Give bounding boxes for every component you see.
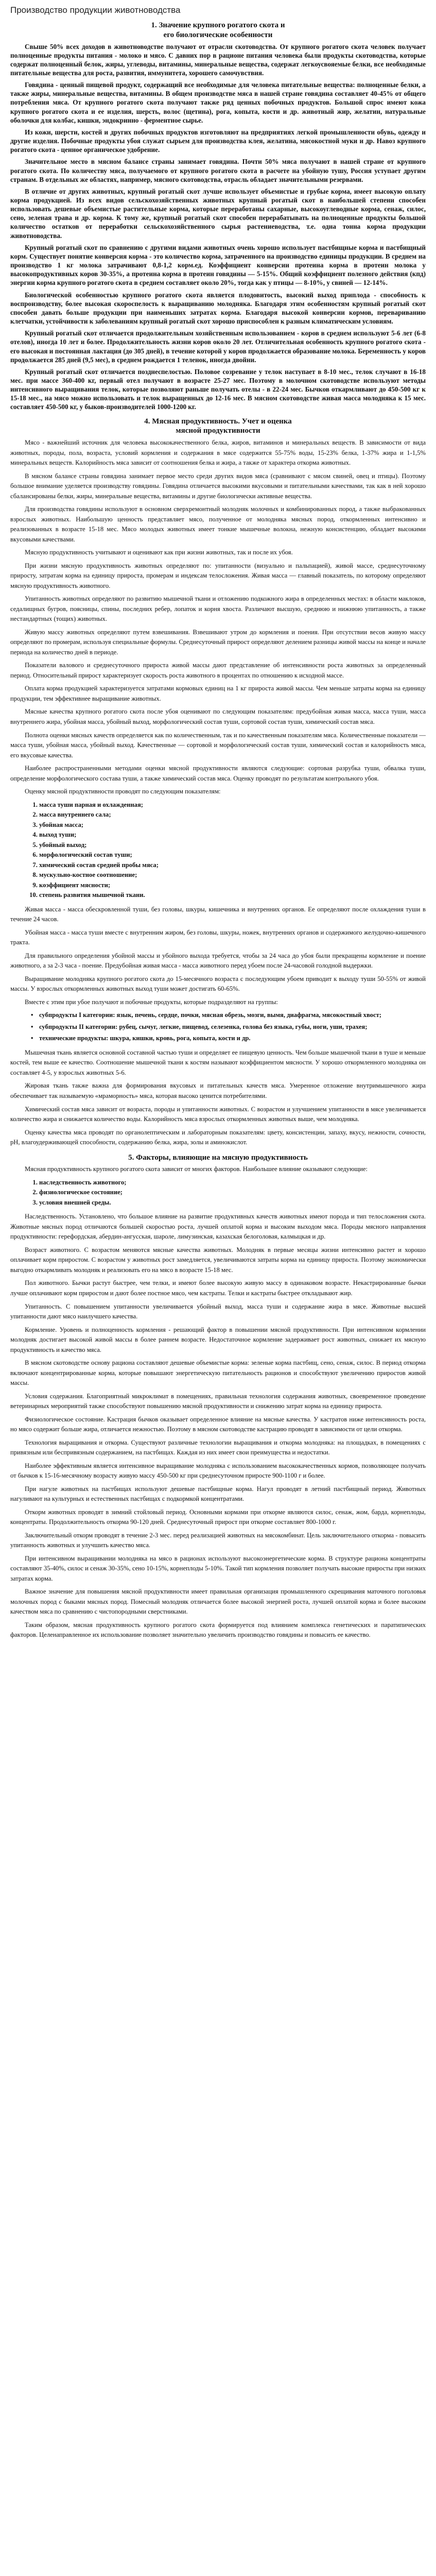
- paragraph: Биологической особенностью крупного рогатого скота является плодовитость, высокий выход приплода - способность к воспроизводству, более высокая скороспелость к выращиванию молодняка. Благодаря этим особенностям крупный рогатый скот способен давать больше продукции при наименьших затратах корма. Благодаря высокой конверсии кормов, перевариванию клетчатки, устойчивости к заболеваниям крупный рогатый скот хорошо приспособлен к разным климатическим условиям.: [10, 291, 426, 326]
- paragraph: Оценку мясной продуктивности проводят по следующим показателям:: [25, 788, 221, 795]
- paragraph: Оценку качества мяса проводят по органолептическим и лабораторным показателям: цвету, консистенции, запаху, вкусу, нежности, сочности, pH, влагоудерживающей способности, содержанию белка, жира, золы и аминокислот.: [10, 1128, 426, 1146]
- section-4-after-bullets: [10, 1048, 426, 1148]
- paragraph: При интенсивном выращивании молодняка на мясо в рационах используют высокоэнергетические корма. В структуре рациона концентраты составляют 35-40%, силос и сенаж 30-35%, сено 10-15%, корнеплоды 5-10%. Такой тип кормления позволяет получать высокие приросты при низких затратах корма.: [10, 1554, 426, 1582]
- paragraph: Живая масса - масса обескровленной туши, без головы, шкуры, кишечника и внутренних органов. Ее определяют после охлаждения туши в течение 24 часов.: [10, 905, 426, 923]
- paragraph: Заключительный откорм проводят в течение 2-3 мес. перед реализацией животных на мясокомбинат. Цель заключительного откорма - повысить упитанность животных и улучшить качество мяса.: [10, 1531, 426, 1549]
- section-1-subheading: его биологические особенности: [163, 30, 273, 39]
- paragraph: Возраст животного. С возрастом меняются мясные качества животных. Молодняк в первые месяцы жизни интенсивно растет и хорошо оплачивает корм приростом. С возрастом у животных рост замедляется, увеличиваются затраты корма на единицу прироста. Поэтому экономически выгодно откармливать молодняк и реализовать его на мясо в возрасте 15-18 мес.: [10, 1246, 426, 1274]
- paragraph: Наиболее распространенными методами оценки мясной продуктивности являются следующие: сортовая разрубка туши, обвалка туши, определение морфологического состава туши, а также химический состав мяса. Оценку проводят по результатам контрольного убоя.: [10, 765, 426, 782]
- bullet-item: • технические продукты: шкура, кишки, кровь, рога, копыта, кости и др.: [39, 1033, 426, 1044]
- section-1-heading: 1. Значение крупного рогатого скота и: [151, 21, 285, 29]
- byproducts-list: [10, 1010, 426, 1044]
- paragraph: Упитанность животных определяют по развитию мышечной ткани и отложению подкожного жира в определенных местах: в области маклоков, седалищных бугров, поясницы, спины, последних ребер, лопаток и корня хвоста. Различают высшую, среднюю и нижнюю упитанность, а также нестандартных (тощих) животных.: [10, 595, 426, 623]
- page-title: Производство продукции животноводства: [10, 5, 181, 15]
- paragraph: При нагуле животных на пастбищах используют дешевые пастбищные корма. Нагул проводят в летний пастбищный период. Животных нагуливают на культурных и естественных пастбищах с подкормкой концентратами.: [10, 1485, 426, 1503]
- list-item: 3. убойная масса;: [39, 820, 426, 831]
- paragraph: Убойная масса - масса туши вместе с внутренним жиром, без головы, шкуры, ножек, внутренних органов и содержимого желудочно-кишечного тракта.: [10, 928, 426, 946]
- meat-indicators-list: [10, 800, 426, 901]
- paragraph: В мясном балансе страны говядина занимает первое место среди других видов мяса (сравнивают с мясом свиней, овец и птицы). Поэтому большое внимание уделяется производству говядины. Говядина отличается высокими вкусовыми и питательными качествами, так как в ней хорошо сбалансированы белки, жиры, минеральные вещества, витамины и другие биологически активные вещества.: [10, 472, 426, 500]
- document: [0, 5, 436, 1640]
- paragraph: Физиологическое состояние. Кастрация бычков оказывает определенное влияние на мясные качества. У кастратов ниже интенсивность роста, но мясо содержит больше жира, отличается нежностью. Поэтому в мясном скотоводстве кастрацию проводят в зависимости от цели откорма.: [10, 1415, 426, 1433]
- paragraph: Значительное место в мясном балансе страны занимает говядина. Почти 50% мяса получают в нашей стране от крупного рогатого скота. По количеству мяса, получаемого от крупного рогатого скота в расчете на убойную тушу, Россия уступает другим странам. В отдельных же областях, например, мясного скотоводства, отрасль обладает значительными резервами.: [10, 158, 426, 183]
- list-item: 2. масса внутреннего сала;: [39, 810, 426, 820]
- section-5-body: [10, 1212, 426, 1640]
- paragraph: При жизни мясную продуктивность животных определяют по: упитанности (визуально и пальпацией), живой массе, среднесуточному приросту, затратам корма на единицу прироста, промерам и индексам телосложения. Живая масса — главный показатель, по которому определяют мясную продуктивность животного.: [10, 562, 426, 589]
- list-item: 6. морфологический состав туши;: [39, 850, 426, 860]
- section-4-intro: [10, 438, 426, 797]
- paragraph: Живую массу животных определяют путем взвешивания. Взвешивают утром до кормления и поения. При отсутствии весов живую массу определяют по промерам, используя специальные формулы. Среднесуточный прирост определяют делением разницы живой массы на конце и начале периода на количество дней в периоде.: [10, 628, 426, 656]
- section-heading: [10, 417, 426, 436]
- paragraph: Показатели валового и среднесуточного прироста живой массы дают представление об интенсивности роста животных за определенный период. Относительный прирост характеризует скорость роста животного в процентах по отношению к исходной массе.: [10, 662, 426, 679]
- factors-list: [10, 1178, 426, 1208]
- section-heading: [10, 1153, 426, 1163]
- bullet-item: • субпродукты II категории: рубец, сычуг, легкие, пищевод, селезенка, голова без языка, губы, ноги, уши, трахея;: [39, 1022, 426, 1032]
- paragraph: Полнота оценки мясных качеств определяется как по количественным, так и по качественным показателям мяса. Количественные показатели — масса туши, убойная масса, убойный выход. Качественные — сортовой и морфологический состав туши, химический состав и калорийность мяса, его вкусовые качества.: [10, 731, 426, 759]
- paragraph: Вместе с этим при убое получают и побочные продукты, которые подразделяют на группы:: [25, 998, 278, 1006]
- paragraph: Крупный рогатый скот отличается продолжительным хозяйственным использованием - коров в среднем используют 5-6 лет (6-8 отелов), иногда 10 лет и более. Продолжительность жизни коров около 20 лет. Отличительная особенность крупного рогатого скота - его высокая и постоянная лактация (до 305 дней), в течение которой у коров продолжается образование молока. Беременность у коров продолжается 285 дней (9,5 мес), в среднем рождается 1 теленок, иногда двойни.: [10, 329, 426, 364]
- paragraph: Для производства говядины используют в основном сверхремонтный молодняк молочных и комбинированных пород, а также выбракованных взрослых животных. Наибольшую ценность представляет мясо, полученное от молодняка мясных пород, откормленных интенсивно и реализованных в возрасте 15-18 мес. Мясо молодых животных имеет тонкие мышечные волокна, нежную консистенцию, обладает высокими вкусовыми качествами.: [10, 505, 426, 543]
- paragraph: Наследственность. Установлено, что большое влияние на развитие продуктивных качеств животных имеют порода и тип телосложения скота. Животные мясных пород отличаются большей скоростью роста, лучшей оплатой корма и высоким выходом мяса. Породы мясного направления продуктивности: герефордская, абердин-ангусская, шароле, лимузинская, казахская белоголовая, калмыцкая и др.: [10, 1213, 426, 1241]
- paragraph: Таким образом, мясная продуктивность крупного рогатого скота формируется под влиянием комплекса генетических и паратипических факторов. Целенаправленное их использование позволяет значительно увеличить производство говядины и повысить ее качество.: [10, 1621, 426, 1639]
- paragraph: Оплата корма продукцией характеризуется затратами кормовых единиц на 1 кг прироста живой массы. Чем меньше затраты корма на единицу продукции, тем эффективнее выращивание животных.: [10, 685, 426, 702]
- paragraph: В мясном скотоводстве основу рациона составляют дешевые объемистые корма: зеленые корма пастбищ, сено, сенаж, силос. В период откорма включают концентрированные корма, которые повышают энергетическую питательность рационов и способствуют увеличению приростов живой массы.: [10, 1359, 426, 1387]
- list-item: 3. условия внешней среды.: [39, 1198, 426, 1208]
- paragraph: Для правильного определения убойной массы и убойного выхода требуется, чтобы за 24 часа до убоя были прекращены кормление и поение животного, а за 2-3 часа - поение. Предубойная живая масса - масса животного перед убоем после 24-часовой голодной выдержки.: [10, 952, 426, 970]
- section-4-subheading: мясной продуктивности: [176, 427, 260, 435]
- paragraph: В отличие от других животных, крупный рогатый скот лучше использует объемистые и грубые корма, имеет высокую оплату корма продукцией. Из всех видов сельскохозяйственных животных крупный рогатый скот в наибольшей степени способен использовать дешевые объемистые растительные корма, которые переработаны сахарные, высокоуглеводные корма, сенаж, силос, сено, зеленая трава и др. корма. К тому же, крупный рогатый скот способен перерабатывать на полноценные продукты большой количество остатков от переработки сельскохозяйственного сырья растениеводства, т.е. одна тонна корма продукции животноводства.: [10, 187, 426, 240]
- paragraph: Из кожи, шерсти, костей и других побочных продуктов изготовляют на предприятиях легкой промышленности обувь, одежду и другие изделия. Побочные продукты убоя служат сырьем для производства клея, желатина, мясокостной муки и др. Навоз крупного рогатого скота - ценное органическое удобрение.: [10, 128, 426, 154]
- paragraph: Мышечная ткань является основной составной частью туши и определяет ее пищевую ценность. Чем больше мышечной ткани в туше и меньше костей, тем выше ее качество. Соотношение мышечной ткани к костям называют коэффициентом мясности. У хорошо откормленного молодняка он составляет 4-5, у взрослых животных 5-6.: [10, 1048, 426, 1076]
- list-item: 2. физиологическое состояние;: [39, 1188, 426, 1198]
- list-item: 9. коэффициент мясности;: [39, 880, 426, 891]
- paragraph: Пол животного. Бычки растут быстрее, чем телки, и имеют более высокую живую массу в одинаковом возрасте. Некастрированные бычки лучше оплачивают корм приростом и дают более постное мясо, чем кастраты. Телки и кастраты быстрее откладывают жир.: [10, 1279, 426, 1297]
- section-5-heading: 5. Факторы, влияющие на мясную продуктивность: [128, 1153, 308, 1162]
- bullet-item: • субпродукты I категории: язык, печень, сердце, почки, мясная обрезь, мозги, вымя, диафрагма, мясокостный хвост;: [39, 1010, 426, 1021]
- paragraph: Наиболее эффективным является интенсивное выращивание молодняка с использованием высококачественных кормов, позволяющее получать от бычков к 15-16-месячному возрасту живую массу 450-500 кг при среднесуточном приросте 900-1100 г и более.: [10, 1462, 426, 1480]
- paragraph: Выращивание молодняка крупного рогатого скота до 15-месячного возраста с последующим убоем приводит к выходу туши 50-55% от живой массы. У взрослых откормленных животных выход туши может достигать 60-65%.: [10, 975, 426, 993]
- list-item: 10. степень развития мышечной ткани.: [39, 890, 426, 901]
- section-4-heading: 4. Мясная продуктивность. Учет и оценка: [144, 417, 292, 426]
- paragraph: Откорм животных проводят в зимний стойловый период. Основными кормами при откорме являются силос, сенаж, жом, барда, корнеплоды, концентраты. Продолжительность откорма 90-120 дней. Среднесуточный прирост при откорме составляет 800-1000 г.: [10, 1508, 426, 1526]
- paragraph: Условия содержания. Благоприятный микроклимат в помещениях, правильная технология содержания животных, своевременное проведение ветеринарных мероприятий также способствуют повышению мясной продуктивности и снижению затрат корма на единицу прироста.: [10, 1392, 426, 1410]
- paragraph: Мясные качества крупного рогатого скота после убоя оценивают по следующим показателям: предубойная живая масса, масса туши, масса внутреннего жира, убойная масса, убойный выход, морфологический состав туши, сортовой состав туши, химический состав мяса.: [10, 708, 426, 725]
- list-item: 7. химический состав средней пробы мяса;: [39, 860, 426, 871]
- list-item: 8. мускульно-костное соотношение;: [39, 870, 426, 880]
- paragraph: Важное значение для повышения мясной продуктивности имеет правильная организация промышленного скрещивания маточного поголовья молочных пород с быками мясных пород. Помесный молодняк отличается более высокой энергией роста, лучшей оплатой корма и более высоким качеством мяса по сравнению с чистопородными сверстниками.: [10, 1588, 426, 1616]
- paragraph: Технология выращивания и откорма. Существуют различные технологии выращивания и откорма молодняка: на площадках, в помещениях с привязным или беспривязным содержанием, на пастбищах. Каждая из них имеет свои преимущества и недостатки.: [10, 1438, 426, 1456]
- paragraph: Кормление. Уровень и полноценность кормления - решающий фактор в повышении мясной продуктивности. При интенсивном кормлении молодняк достигает высокой живой массы в более раннем возрасте. Недостаточное кормление задерживает рост животных, снижает их мясную продуктивность и качество мяса.: [10, 1326, 426, 1353]
- list-item: 1. наследственность животного;: [39, 1178, 426, 1188]
- list-item: 5. убойный выход;: [39, 840, 426, 851]
- paragraph: Крупный рогатый скот отличается позднеспелостью. Половое созревание у телок наступает в 8-10 мес., телок случают в 16-18 мес. при массе 360-400 кг, первый отел получают в возрасте 25-27 мес. Поэтому в молочном скотоводстве используют методы интенсивного выращивания телок, которые позволяют раньше получать отелы - в 22-24 мес. Бычков откармливают до 450-500 кг к 15-18 мес., на мясо можно использовать и телок выращенных до 12-16 мес. В мясном скотоводстве живая масса молодняка к 15 мес. составляет 450-500 кг, у быков-производителей 1000-1200 кг.: [10, 367, 426, 411]
- list-item: 1. масса туши парная и охлажденная;: [39, 800, 426, 810]
- list-item: 4. выход туши;: [39, 830, 426, 840]
- section-5-intro: Мясная продуктивность крупного рогатого скота зависит от многих факторов. Наибольшее влияние оказывают следующие:: [25, 1165, 368, 1173]
- paragraph: Мясную продуктивность учитывают и оценивают как при жизни животных, так и после их убоя.: [25, 549, 293, 556]
- section-1-body: [10, 42, 426, 412]
- section-4-after-list: [10, 905, 426, 1008]
- paragraph: Жировая ткань также важна для формирования вкусовых и питательных качеств мяса. Умеренное отложение внутримышечного жира обеспечивает так называемую «мраморность» мяса, которая высоко ценится потребителями.: [10, 1082, 426, 1099]
- paragraph: Говядина - ценный пищевой продукт, содержащий все необходимые для человека питательные вещества: полноценные белки, а также жиры, минеральные вещества, витамины. В общем производстве мяса в нашей стране говядина составляет 40-45% от общего потребления мяса. От крупного рогатого скота получают также ряд ценных побочных продуктов. Большой спрос имеют кожа крупного рогатого скота и ее изделия, шерсть, волос (щетина), рога, копыта, кости и др. животный жир, желатин, натуральные оболочки для колбас, кишки, эндокринно - ферментное сырье.: [10, 81, 426, 124]
- section-heading: [10, 21, 426, 40]
- paragraph: Свыше 50% всех доходов в животноводстве получают от отрасли скотоводства. От крупного рогатого скота человек получает полноценные продукты питания - молоко и мясо. С давних пор в рационе питания человека были продукты скотоводства, которые содержат полноценный белок, жиры, углеводы, витамины, минеральные вещества, содержат легкоусвояемые белки, все необходимые питательные вещества для роста, развития, иммунитета, хорошего самочувствия.: [10, 42, 426, 77]
- paragraph: Крупный рогатый скот по сравнению с другими видами животных очень хорошо использует пастбищные корма и пастбищный корм. Существует понятие конверсия корма - это количество корма, затраченного на производство единицы продукции. В среднем на производство 1 кг молока затрачивают 0,8-1,2 корм.ед. Коэффициент конверсии протеина корма в протеин молока у высокопродуктивных коров 30-35%, а протеина корма в протеин говядины — 5-15%. Общий коэффициент полезного действия (кпд) энергии корма крупного рогатого скота в среднем составляет около 20%, тогда как у птицы — 8-10%, у свиней — 12-14%.: [10, 243, 426, 287]
- paragraph: Мясо - важнейший источник для человека высококачественного белка, жиров, витаминов и минеральных веществ. В зависимости от вида животных, породы, пола, возраста, условий кормления и содержания в мясе содержится 55-75% воды, 15-23% белка, 1-37% жира и 1-1,5% минеральных веществ. Калорийность мяса зависит от соотношения белка и жира, а также от характера откорма животных.: [10, 439, 426, 467]
- paragraph: Химический состав мяса зависит от возраста, породы и упитанности животных. С возрастом и улучшением упитанности в мясе увеличивается количество жира и снижается количество воды. Калорийность мяса взрослых откормленных животных выше, чем молодняка.: [10, 1105, 426, 1123]
- paragraph: Упитанность. С повышением упитанности увеличивается убойный выход, масса туши и содержание жира в мясе. Животные высшей упитанности дают мясо наилучшего качества.: [10, 1302, 426, 1320]
